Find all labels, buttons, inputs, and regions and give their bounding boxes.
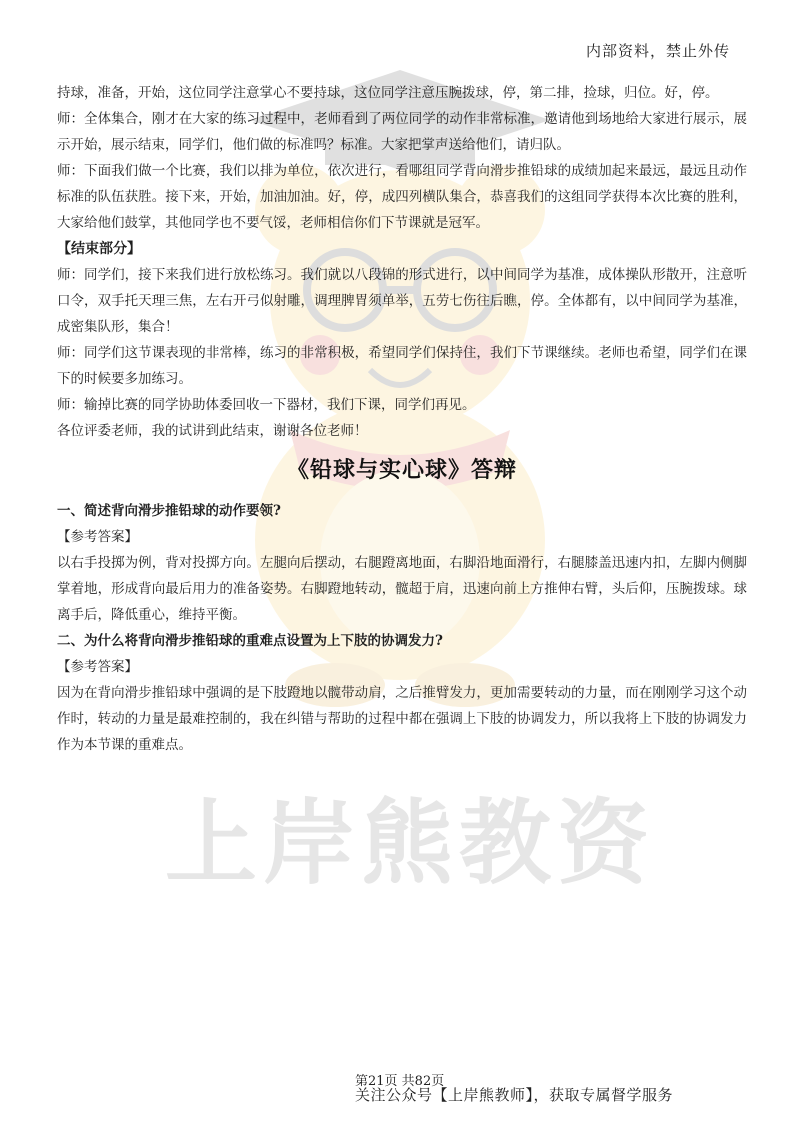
question-heading: 二、为什么将背向滑步推铅球的重难点设置为上下肢的协调发力? [57,633,443,649]
paragraph: 师：全体集合，刚才在大家的练习过程中，老师看到了两位同学的动作非常标准，邀请他到场地给大家进行展示，展示开始，展示结束，同学们，他们做的标准吗？标准。大家把掌声送给他们，请归队。 [57,111,747,153]
header-notice: 内部资料，禁止外传 [585,42,730,60]
question-heading: 一、简述背向滑步推铅球的动作要领? [57,503,281,519]
answer-tag: 【参考答案】 [57,659,138,675]
answer-tag: 【参考答案】 [57,529,138,545]
section-heading: 【结束部分】 [57,241,141,257]
defense-title: 《铅球与实心球》答辩 [286,458,517,483]
paragraph: 持球，准备，开始，这位同学注意掌心不要持球，这位同学注意压腕拨球，停，第二排，捡球，归位。好，停。 [57,85,719,101]
main-content [57,80,747,758]
answer-text: 以右手投掷为例，背对投掷方向。左腿向后摆动，右腿蹬离地面，右脚沿地面滑行，右腿膝盖迅速内扣，左脚内侧脚掌着地，形成背向最后用力的准备姿势。右脚蹬地转动，髋超于肩，迅速向前上方推伸右臂，头后仰，压腕拨球。球离手后，降低重心，维持平衡。 [57,555,747,623]
paragraph: 师：输掉比赛的同学协助体委回收一下器材，我们下课，同学们再见。 [57,397,476,413]
footer-promo: 关注公众号【上岸熊教师】，获取专属督学服务 [355,1086,674,1104]
paragraph: 师：同学们，接下来我们进行放松练习。我们就以八段锦的形式进行，以中间同学为基准，成体操队形散开，注意听口令，双手托天理三焦，左右开弓似射雕，调理脾胃须单举，五劳七伤往后瞧，停。全体都有，以中间同学为基准，成密集队形，集合！ [57,267,747,335]
answer-text: 因为在背向滑步推铅球中强调的是下肢蹬地以髋带动肩，之后推臂发力，更加需要转动的力量，而在刚刚学习这个动作时，转动的力量是最难控制的，我在纠错与帮助的过程中都在强调上下肢的协调发力，所以我将上下肢的协调发力作为本节课的重难点。 [57,685,747,753]
paragraph: 各位评委老师，我的试讲到此结束，谢谢各位老师！ [57,423,368,439]
paragraph: 师：同学们这节课表现的非常棒，练习的非常积极，希望同学们保持住，我们下节课继续。老师也希望，同学们在课下的时候要多加练习。 [57,345,747,387]
paragraph: 师：下面我们做一个比赛，我们以排为单位，依次进行，看哪组同学背向滑步推铅球的成绩加起来最远，最远且动作标准的队伍获胜。接下来，开始，加油加油。好，停，成四列横队集合，恭喜我们的这组同学获得本次比赛的胜利，大家给他们鼓掌，其他同学也不要气馁，老师相信你们下节课就是冠军。 [57,163,747,231]
watermark-text: 上岸熊教资 [164,790,655,897]
page-number: 第21页 共82页 [355,1074,445,1089]
